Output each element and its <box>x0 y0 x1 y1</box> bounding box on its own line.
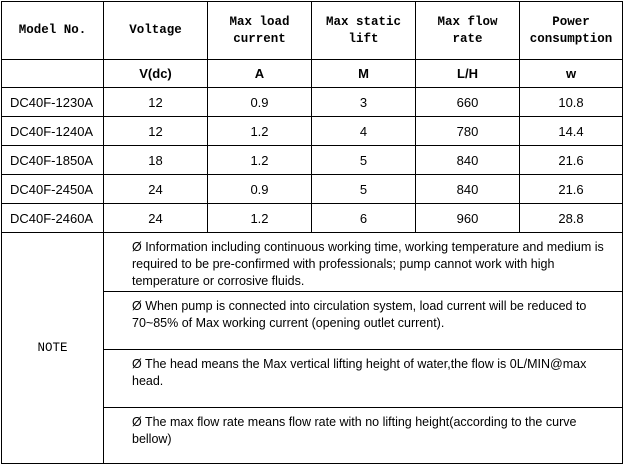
note-label: NOTE <box>2 233 104 464</box>
header-row <box>2 2 623 60</box>
cell-voltage: 24 <box>104 175 208 204</box>
cell-power: 10.8 <box>520 88 623 117</box>
note-item-text: Ø The max flow rate means flow rate with no lifting height(according to the curve bellow) <box>132 415 577 446</box>
cell-current: 1.2 <box>208 146 312 175</box>
cell-voltage: 24 <box>104 204 208 233</box>
cell-model: DC40F-1240A <box>2 117 104 146</box>
cell-current: 1.2 <box>208 117 312 146</box>
header-max-load-current: Max load current <box>208 2 312 60</box>
table-row <box>2 88 623 117</box>
note-item <box>104 408 623 464</box>
cell-flow: 780 <box>416 117 520 146</box>
cell-lift: 4 <box>312 117 416 146</box>
header-max-static-lift: Max static lift <box>312 2 416 60</box>
unit-voltage: V(dc) <box>104 60 208 88</box>
cell-model: DC40F-2450A <box>2 175 104 204</box>
header-power-consumption: Power consumption <box>520 2 623 60</box>
note-row <box>2 233 623 292</box>
cell-voltage: 12 <box>104 117 208 146</box>
note-item <box>104 292 623 350</box>
cell-lift: 5 <box>312 175 416 204</box>
cell-flow: 840 <box>416 146 520 175</box>
cell-flow: 960 <box>416 204 520 233</box>
units-model-empty <box>2 60 104 88</box>
cell-flow: 840 <box>416 175 520 204</box>
cell-model: DC40F-2460A <box>2 204 104 233</box>
cell-lift: 5 <box>312 146 416 175</box>
unit-current: A <box>208 60 312 88</box>
unit-lift: M <box>312 60 416 88</box>
cell-lift: 6 <box>312 204 416 233</box>
cell-voltage: 18 <box>104 146 208 175</box>
table-row <box>2 175 623 204</box>
cell-power: 21.6 <box>520 175 623 204</box>
table-row <box>2 146 623 175</box>
note-item <box>104 350 623 408</box>
header-voltage: Voltage <box>104 2 208 60</box>
cell-current: 0.9 <box>208 88 312 117</box>
note-item-text: Ø The head means the Max vertical lifting height of water,the flow is 0L/MIN@max head. <box>132 357 587 388</box>
unit-flow: L/H <box>416 60 520 88</box>
table-row <box>2 204 623 233</box>
table-row <box>2 117 623 146</box>
header-model: Model No. <box>2 2 104 60</box>
note-item-text: Ø Information including continuous working time, working temperature and medium is required to be pre-confirmed with professionals; pump cannot work with high temperature or corrosive fluids. <box>132 240 604 288</box>
cell-voltage: 12 <box>104 88 208 117</box>
header-max-flow-rate: Max flow rate <box>416 2 520 60</box>
cell-flow: 660 <box>416 88 520 117</box>
spec-table <box>1 1 623 464</box>
cell-power: 14.4 <box>520 117 623 146</box>
units-row <box>2 60 623 88</box>
cell-model: DC40F-1850A <box>2 146 104 175</box>
cell-power: 21.6 <box>520 146 623 175</box>
unit-power: w <box>520 60 623 88</box>
cell-current: 1.2 <box>208 204 312 233</box>
note-item <box>104 233 623 292</box>
cell-power: 28.8 <box>520 204 623 233</box>
cell-model: DC40F-1230A <box>2 88 104 117</box>
note-item-text: Ø When pump is connected into circulation system, load current will be reduced to 70~85% of Max working current (opening outlet current). <box>132 299 587 330</box>
cell-lift: 3 <box>312 88 416 117</box>
cell-current: 0.9 <box>208 175 312 204</box>
